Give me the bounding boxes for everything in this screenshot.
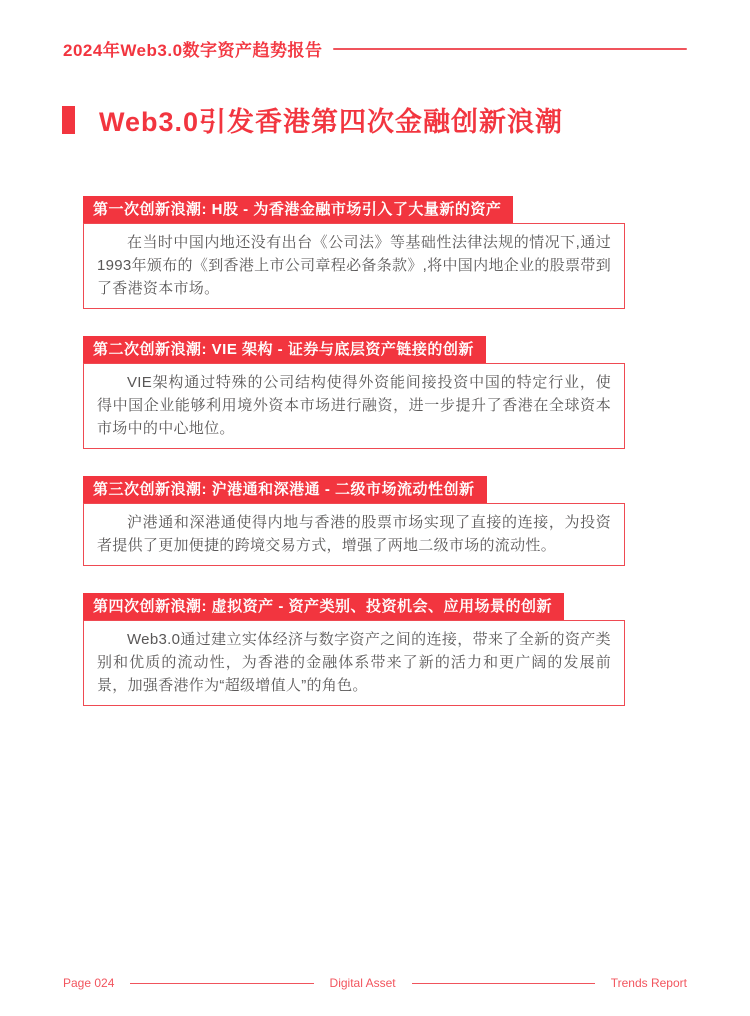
- footer-right-label: Trends Report: [610, 976, 687, 990]
- page-footer: [63, 976, 687, 990]
- footer-rule-right: [412, 983, 595, 984]
- wave-1-banner: 第一次创新浪潮: H股 - 为香港金融市场引入了大量新的资产: [83, 196, 513, 223]
- wave-2-body-box: [83, 363, 625, 449]
- title-accent-bar: [62, 106, 75, 134]
- wave-1-body-box: [83, 223, 625, 309]
- wave-3-body-box: [83, 503, 625, 566]
- wave-sections: [83, 196, 625, 733]
- footer-center-label: Digital Asset: [329, 976, 396, 990]
- page-title: Web3.0引发香港第四次金融创新浪潮: [99, 107, 564, 137]
- footer-page-number: Page 024: [63, 976, 115, 990]
- report-header: [63, 36, 687, 61]
- wave-section-3: [83, 476, 625, 566]
- wave-section-1: [83, 196, 625, 309]
- wave-2-body-text: VIE架构通过特殊的公司结构使得外资能间接投资中国的特定行业，使得中国企业能够利用境外资本市场进行融资，进一步提升了香港在全球资本市场中的中心地位。: [97, 374, 611, 437]
- footer-rule-left: [130, 983, 313, 984]
- wave-2-banner: 第二次创新浪潮: VIE 架构 - 证券与底层资产链接的创新: [83, 336, 486, 363]
- report-title: 2024年Web3.0数字资产趋势报告: [63, 41, 323, 60]
- wave-4-banner: 第四次创新浪潮: 虚拟资产 - 资产类别、投资机会、应用场景的创新: [83, 593, 564, 620]
- wave-3-body-text: 沪港通和深港通使得内地与香港的股票市场实现了直接的连接，为投资者提供了更加便捷的跨境交易方式，增强了两地二级市场的流动性。: [97, 514, 611, 554]
- header-rule-line: [333, 48, 687, 50]
- page-title-row: [62, 100, 687, 139]
- wave-4-body-text: Web3.0通过建立实体经济与数字资产之间的连接，带来了全新的资产类别和优质的流动性，为香港的金融体系带来了新的活力和更广阔的发展前景，加强香港作为“超级增值人”的角色。: [97, 631, 611, 694]
- wave-1-body-text: 在当时中国内地还没有出台《公司法》等基础性法律法规的情况下,通过1993年颁布的《到香港上市公司章程必备条款》,将中国内地企业的股票带到了香港资本市场。: [97, 234, 611, 297]
- wave-section-4: [83, 593, 625, 706]
- wave-4-body-box: [83, 620, 625, 706]
- wave-section-2: [83, 336, 625, 449]
- wave-3-banner: 第三次创新浪潮: 沪港通和深港通 - 二级市场流动性创新: [83, 476, 487, 503]
